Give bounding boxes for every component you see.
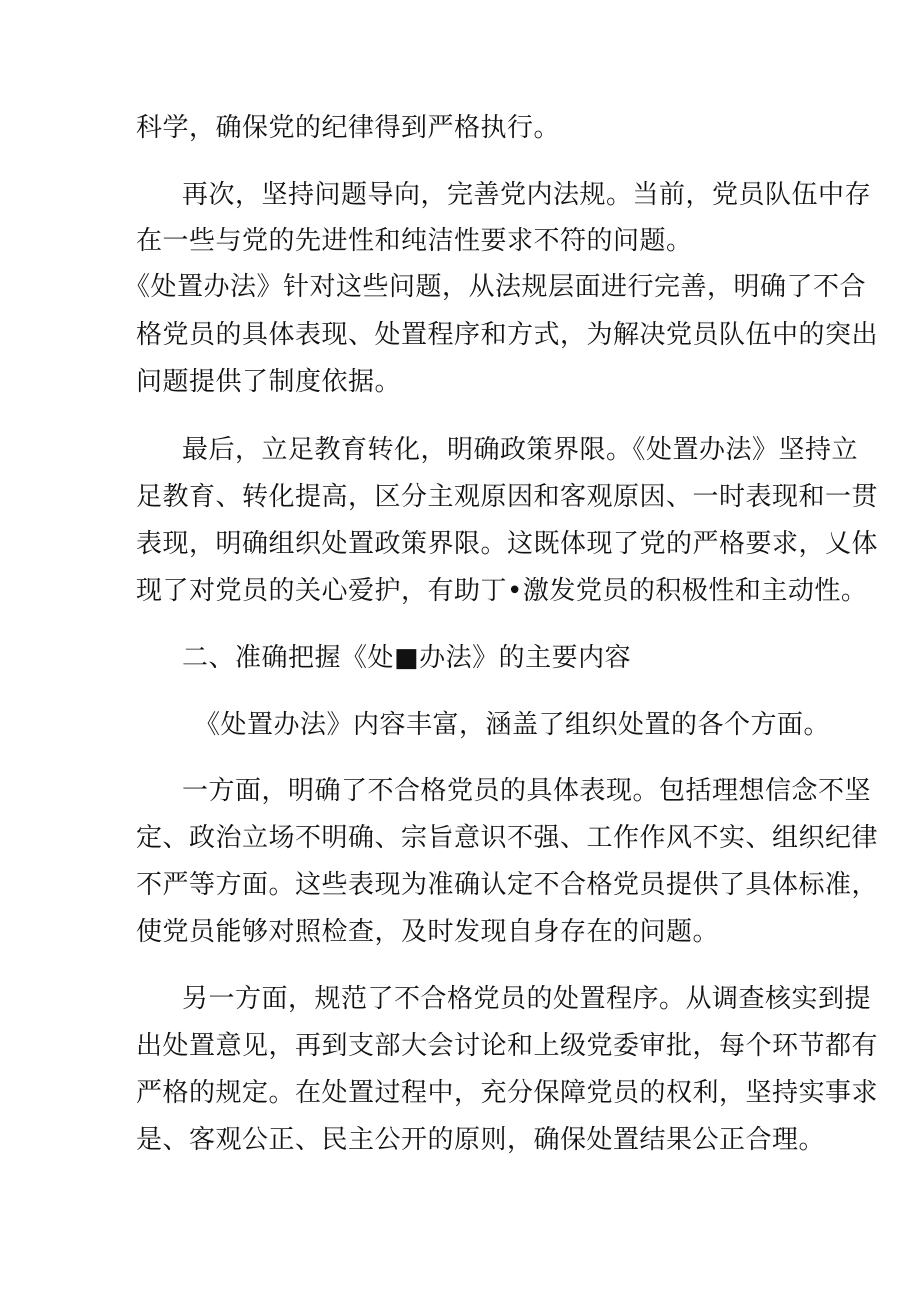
text-line: 科学，确保党的纪律得到严格执行。 <box>136 113 561 143</box>
text-line: 严格的规定。在处置过程中，充分保障党员的权利，坚持实事求 <box>136 1078 879 1108</box>
text-line: 最后，立足教育转化，明确政策界限。《处置办法》坚持立 <box>182 435 859 465</box>
text-line: 使党员能够对照检查，及时发现自身存在的问题。 <box>136 917 720 947</box>
text-line: 定、政治立场不明确、宗旨意识不强、工作作风不实、组织纪律 <box>136 823 879 853</box>
text-line: 再次，坚持问题导向，完善党内法规。当前，党员队伍中存 <box>182 180 872 210</box>
text-line: 不严等方面。这些表现为准确认定不合格党员提供了具体标准， <box>136 870 879 900</box>
text-line: 表现，明确组织处置政策界限。这既体现了党的严格要求，乂体 <box>136 529 879 559</box>
text-line: 《处置办法》内容丰富，涵盖了组织处置的各个方面。 <box>194 710 831 740</box>
text-line: 足教育、转化提高，区分主观原因和客观原因、一时表现和一贯 <box>136 482 879 512</box>
text-line: 现了对党员的关心爱护，有助丁•激发党员的积极性和主动性。 <box>136 576 868 606</box>
text-line: 格党员的具体表现、处置程序和方式，为解决党员队伍中的突出 <box>136 320 879 350</box>
text-line: 一方面，明确了不合格党员的具体表现。包括理想信念不坚 <box>182 776 872 806</box>
section-heading: 二、准确把握《处■办法》的主要内容 <box>182 643 632 673</box>
text-line: 《处置办法》针对这些问题，从法规层面进行完善，明确了不合 <box>124 272 867 302</box>
text-line: 问题提供了制度依据。 <box>136 367 402 397</box>
text-line: 在一些与党的先进性和纯洁性要求不符的问题。 <box>136 226 693 256</box>
text-line: 另一方面，规范了不合格党员的处置程序。从调查核实到提 <box>182 984 872 1014</box>
text-line: 出处置意见，再到支部大会讨论和上级党委审批，每个环节都有 <box>136 1031 879 1061</box>
text-line: 是、客观公正、民主公开的原则，确保处置结果公正合理。 <box>136 1125 826 1155</box>
